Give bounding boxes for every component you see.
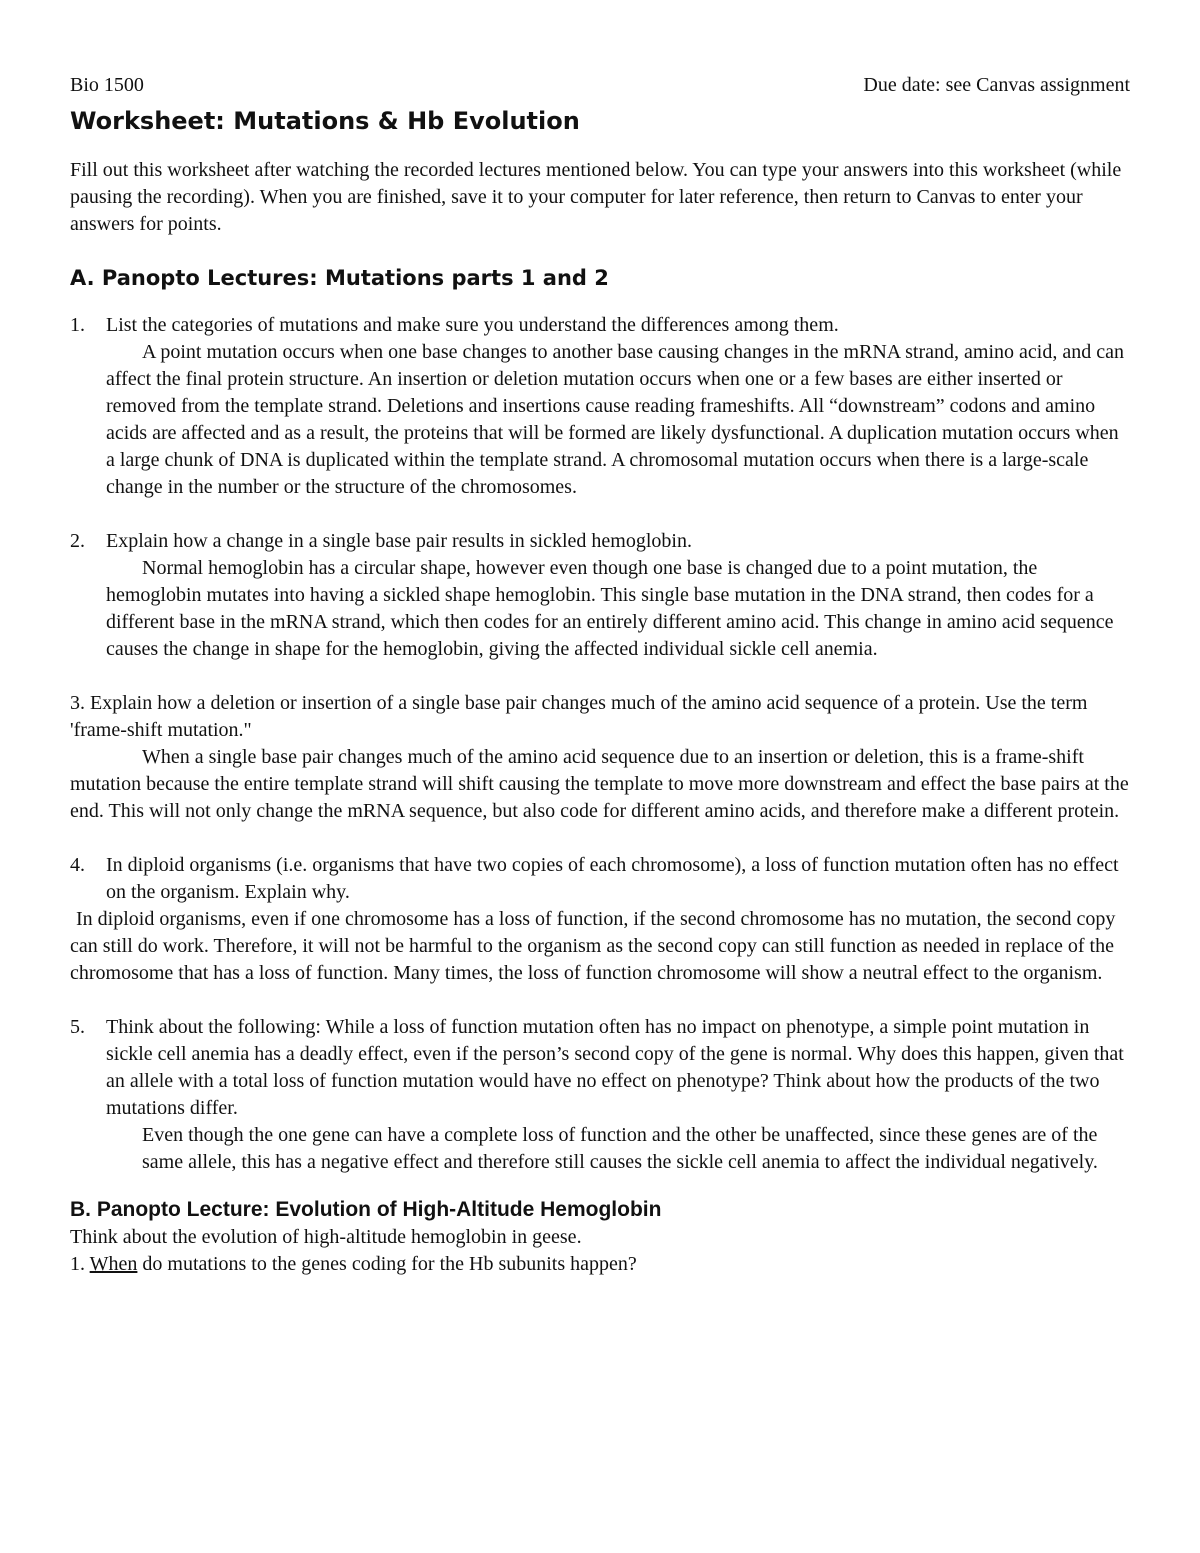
question-2-block	[70, 528, 1130, 663]
intro-paragraph: Fill out this worksheet after watching the recorded lectures mentioned below. You can type your answers into this worksheet (while pausing the recording). When you are finished, save it to your computer for later reference, then return to Canvas to enter your answers for points.	[70, 159, 1122, 235]
question-4-text: In diploid organisms (i.e. organisms that have two copies of each chromosome), a loss of function mutation often has no effect on the organism. Explain why.	[106, 854, 1119, 903]
answer-2[interactable]: Normal hemoglobin has a circular shape, however even though one base is changed due to a point mutation, the hemoglobin mutates into having a sickled shape hemoglobin. This single base mutation in the DNA strand, then codes for a different base in the mRNA strand, which then codes for an entirely different amino acid. This change in amino acid sequence causes the change in shape for the hemoglobin, giving the affected individual sickle cell anemia.	[106, 557, 1114, 660]
answer-4[interactable]: In diploid organisms, even if one chromosome has a loss of function, if the second chromosome has no mutation, the second copy can still do work. Therefore, it will not be harmful to the organism as the second copy can still function as needed in replace of the chromosome that has a loss of function. Many times, the loss of function chromosome will show a neutral effect to the organism.	[70, 908, 1116, 984]
worksheet-title: Worksheet: Mutations & Hb Evolution	[70, 107, 580, 135]
question-5-number: 5.	[70, 1016, 85, 1038]
question-3-text: Explain how a deletion or insertion of a single base pair changes much of the amino acid sequence of a protein. Use the term 'frame-shift mutation."	[70, 692, 1088, 741]
question-2-number: 2.	[70, 530, 85, 552]
question-4-block	[70, 852, 1130, 987]
due-date-label: Due date: see Canvas assignment	[863, 74, 1130, 96]
question-1-text: List the categories of mutations and make sure you understand the differences among them.	[106, 314, 839, 336]
course-label: Bio 1500	[70, 74, 144, 96]
question-1-number: 1.	[70, 314, 85, 336]
question-5-block	[70, 1014, 1130, 1176]
question-3-block	[70, 690, 1130, 825]
answer-5[interactable]: Even though the one gene can have a complete loss of function and the other be unaffected, since these genes are of the same allele, this has a negative effect and therefore still causes the sickle cell anemia to affect the individual negatively.	[142, 1124, 1098, 1173]
question-5-text: Think about the following: While a loss of function mutation often has no impact on phenotype, a simple point mutation in sickle cell anemia has a deadly effect, even if the person’s second copy of the gene is normal. Why does this happen, given that an allele with a total loss of function mutation would have no effect on phenotype? Think about how the products of the two mutations differ.	[106, 1016, 1124, 1119]
section-b-q1-keyword: When	[89, 1253, 138, 1275]
question-4-number: 4.	[70, 854, 85, 876]
question-5	[70, 1014, 1130, 1122]
section-b-heading: B. Panopto Lecture: Evolution of High-Altitude Hemoglobin	[70, 1198, 662, 1221]
page-header	[70, 72, 1130, 99]
section-b-prompt: Think about the evolution of high-altitude hemoglobin in geese.	[70, 1226, 582, 1248]
section-a-heading: A. Panopto Lectures: Mutations parts 1 and 2	[70, 266, 609, 290]
section-b-q1-number: 1.	[70, 1253, 85, 1275]
worksheet-page	[70, 72, 1130, 1278]
answer-3[interactable]: When a single base pair changes much of the amino acid sequence due to an insertion or deletion, this is a frame-shift mutation because the entire template strand will shift causing the template to move more downstream and effect the base pairs at the end. This will not only change the mRNA sequence, but also code for different amino acids, and therefore make a different protein.	[70, 746, 1129, 822]
question-3	[70, 690, 1130, 744]
question-1-block	[70, 312, 1130, 501]
answer-1[interactable]: A point mutation occurs when one base changes to another base causing changes in the mRNA strand, amino acid, and can affect the final protein structure. An insertion or deletion mutation occurs when one or a few bases are either inserted or removed from the template strand. Deletions and insertions cause reading frameshifts. All “downstream” codons and amino acids are affected and as a result, the proteins that will be formed are likely dysfunctional. A duplication mutation occurs when a large chunk of DNA is duplicated within the template strand. A chromosomal mutation occurs when there is a large-scale change in the number or the structure of the chromosomes.	[106, 341, 1124, 498]
question-2	[70, 528, 1130, 555]
question-2-text: Explain how a change in a single base pair results in sickled hemoglobin.	[106, 530, 692, 552]
question-3-number: 3.	[70, 692, 85, 714]
question-1	[70, 312, 1130, 339]
section-b-q1-text: do mutations to the genes coding for the Hb subunits happen?	[142, 1253, 637, 1275]
section-b-question-1	[70, 1251, 1130, 1278]
question-4	[70, 852, 1130, 906]
